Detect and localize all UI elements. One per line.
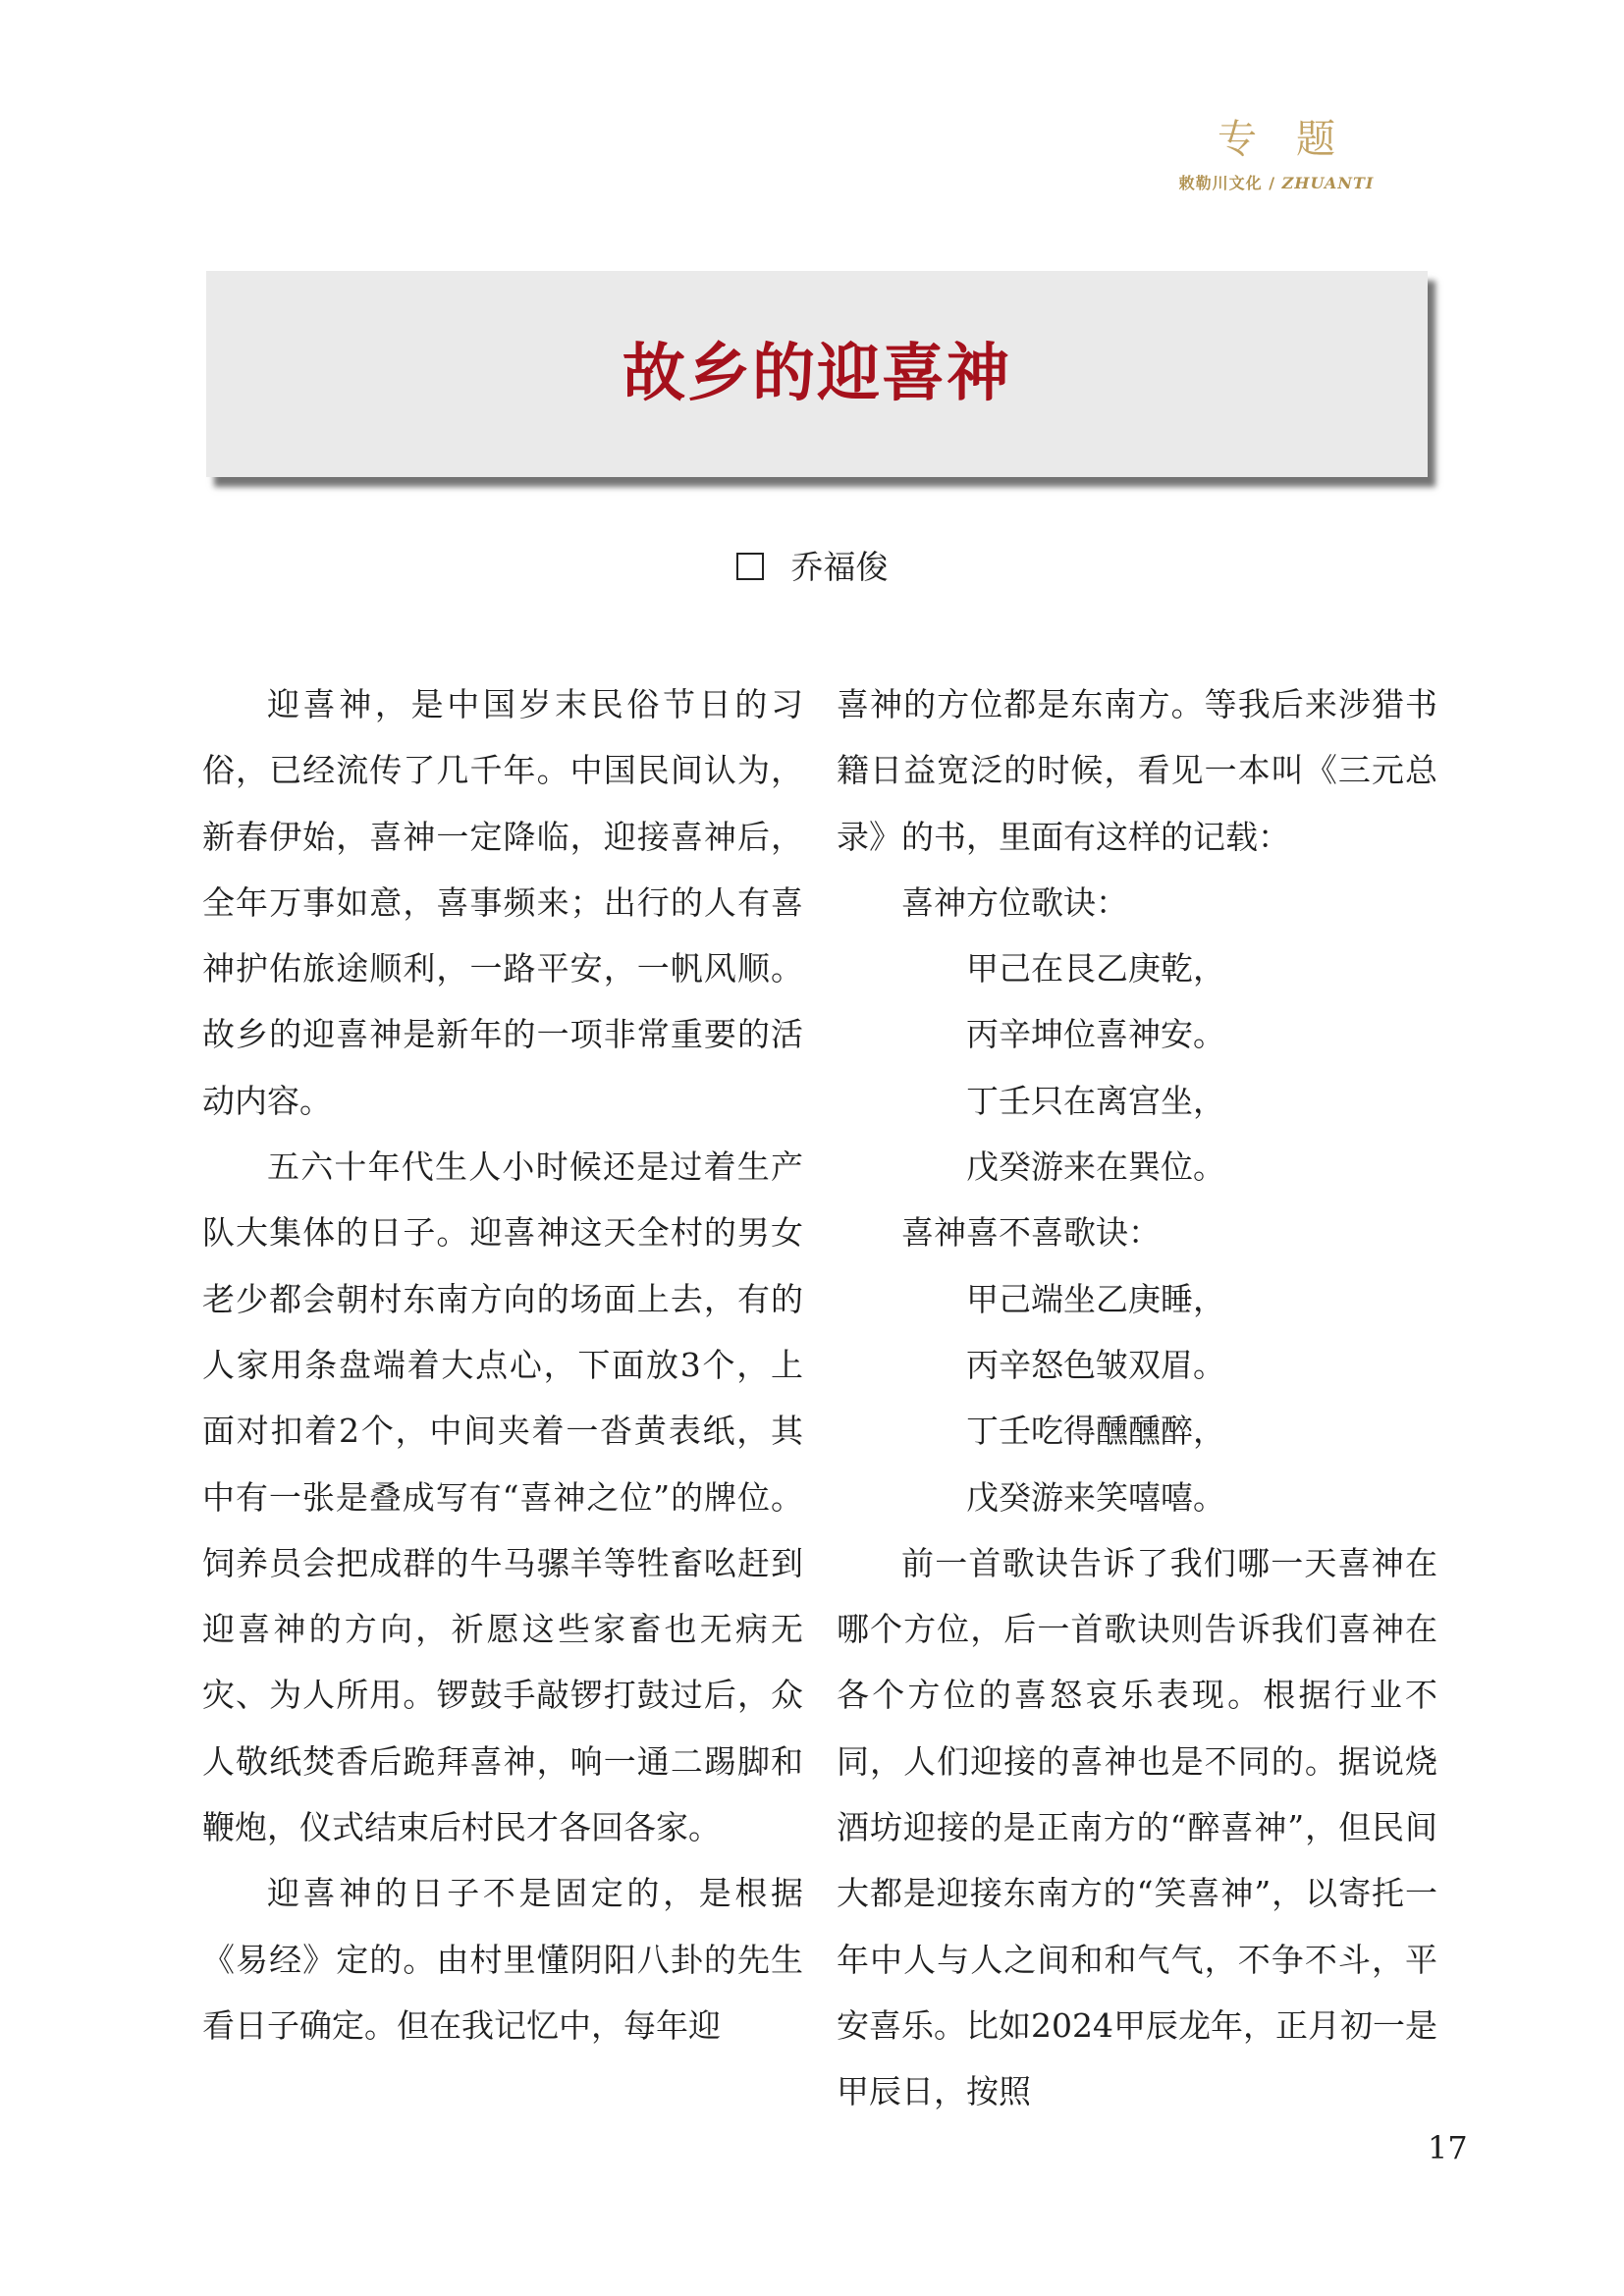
- song-line: 甲己在艮乙庚乾，: [966, 949, 1225, 988]
- song-line: 甲己端坐乙庚睡，: [966, 1279, 1225, 1318]
- paragraph: 五六十年代生人小时候还是过着生产队大集体的日子。迎喜神这天全村的男女老少都会朝村东南方向的场面上去，有的人家用条盘端着大点心，下面放3个，上面对扣着2个，中间夹着一沓黄表纸，其中有一张是叠成写有“喜神之位”的牌位。饲养员会把成群的牛马骡羊等牲畜吆赶到迎喜神的方向，祈愿这些家畜也无病无灾、为人所用。锣鼓手敲锣打鼓过后，众人敬纸焚香后跪拜喜神，响一通二踢脚和鞭炮，仪式结束后村民才各回各家。: [202, 1148, 803, 1847]
- song-line: 丙辛怒色皱双眉。: [966, 1345, 1225, 1384]
- song-title: 喜神方位歌诀：: [901, 882, 1128, 922]
- article-title: 故乡的迎喜神: [623, 338, 1011, 410]
- right-column: [837, 671, 1437, 2125]
- song-line: 丁壬吃得醺醺醉，: [966, 1412, 1225, 1451]
- author-name: 乔福俊: [790, 548, 889, 586]
- section-subtitle: [1129, 171, 1424, 193]
- song-line: 丙辛坤位喜神安。: [966, 1015, 1225, 1054]
- byline: [0, 546, 1624, 589]
- section-publication: 敕勒川文化 /: [1178, 174, 1282, 192]
- left-column: [202, 671, 803, 2058]
- paragraph: 前一首歌诀告诉了我们哪一天喜神在哪个方位，后一首歌诀则告诉我们喜神在各个方位的喜怒哀乐表现。根据行业不同，人们迎接的喜神也是不同的。据说烧酒坊迎接的是正南方的“醉喜神”，但民间大都是迎接东南方的“笑喜神”，以寄托一年中人与人之间和和气气，不争不斗，平安喜乐。比如2024甲辰龙年，正月初一是甲辰日，按照: [837, 1543, 1437, 2111]
- paragraph-continuation: 喜神的方位都是东南方。等我后来涉猎书籍日益宽泛的时候，看见一本叫《三元总录》的书，里面有这样的记载：: [837, 685, 1437, 856]
- paragraph: 迎喜神的日子不是固定的，是根据《易经》定的。由村里懂阴阳八卦的先生看日子确定。但在我记忆中，每年迎: [202, 1874, 803, 2045]
- song-title: 喜神喜不喜歌诀：: [901, 1213, 1161, 1253]
- song-line: 戊癸游来在巽位。: [966, 1148, 1225, 1187]
- paragraph: 迎喜神，是中国岁末民俗节日的习俗，已经流传了几千年。中国民间认为，新春伊始，喜神一定降临，迎接喜神后，全年万事如意，喜事频来；出行的人有喜神护佑旅途顺利，一路平安，一帆风顺。故乡的迎喜神是新年的一项非常重要的活动内容。: [202, 685, 803, 1120]
- page-number: 17: [1428, 2129, 1468, 2166]
- section-title: 专题: [1218, 117, 1375, 162]
- song-line: 丁壬只在离宫坐，: [966, 1081, 1225, 1120]
- song-line: 戊癸游来笑嘻嘻。: [966, 1477, 1225, 1517]
- section-pinyin: ZHUANTI: [1281, 174, 1375, 192]
- title-banner: [206, 271, 1428, 477]
- section-header: [1129, 116, 1424, 193]
- author-box-icon: [736, 553, 764, 580]
